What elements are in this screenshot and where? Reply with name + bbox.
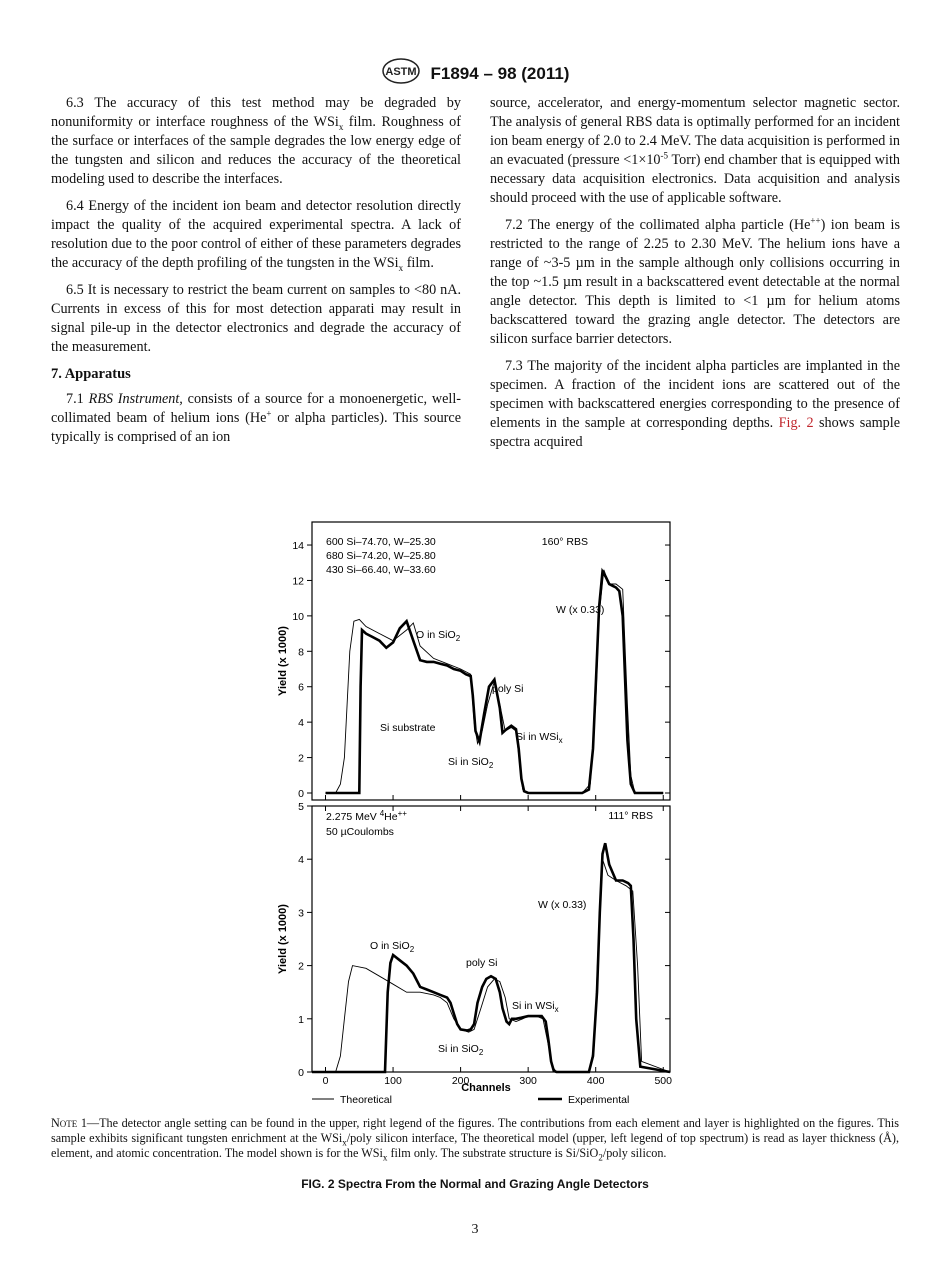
bottom-plot-frame: [312, 806, 670, 1072]
legend-experimental-label: Experimental: [568, 1094, 630, 1106]
page-header: [0, 57, 950, 90]
bottom-y-tick-label: 0: [298, 1067, 304, 1079]
beam-energy: 2.275 MeV $^4$He++: [326, 809, 407, 823]
top-y-tick-label: 4: [298, 717, 304, 730]
figure-caption: FIG. 2 Spectra From the Normal and Grazing Angle Detectors: [301, 1177, 649, 1191]
bottom-y-tick-label: 1: [298, 1013, 304, 1026]
para-6-3: 6.3 The accuracy of this test method may be degraded by nonuniformity or interface roughness of the WSi$_x$ film. Roughness of the surface or interfaces of the sample degrades the low energy edge of the tungsten and silicon and reduces the accuracy of the theoretical modeling used to describe the interfaces.: [51, 95, 461, 187]
top-label-si-substrate: Si substrate: [380, 722, 436, 734]
top-label-w: W (x 0.33): [556, 604, 605, 616]
figure-2: [270, 515, 680, 1110]
top-label-si-sio2: Si in SiO$_2$: [448, 756, 494, 770]
top-y-tick-label: 8: [298, 646, 304, 659]
bottom-label-si-sio2: Si in SiO$_2$: [438, 1043, 484, 1057]
beam-charge: 50 µCoulombs: [326, 826, 394, 838]
right-column: [490, 94, 900, 460]
para-7-2: 7.2 The energy of the collimated alpha particle (He++) ion beam is restricted to the range of 2.25 to 2.30 MeV. The helium ions have a range of ~3-5 µm in the sample although only collisions occurring in the top ~1.5 µm result in a backscattered event detectable at the normal angle detector. This depth is limited to <1 µm for helium atoms backscattered toward the grazing angle detector. The detectors are silicon surface barrier detectors.: [490, 215, 900, 347]
x-tick-label: 300: [519, 1075, 537, 1087]
x-axis-label: Channels: [461, 1082, 511, 1094]
section-heading: 7. Apparatus: [51, 366, 131, 382]
x-tick-label: 100: [384, 1075, 402, 1087]
top-label-poly-si: poly Si: [492, 683, 524, 695]
para-7-1-cont: source, accelerator, and energy-momentum selector magnetic sector. The analysis of general RBS data is optimally performed for an incident ion beam energy of 2.0 to 2.4 MeV. The data acquisition is performed in an evacuated (pressure $<1\times 10^{-5}$ Torr) end chamber that is equipped with necessary data acquisition electronics. Data acquisition and analysis should proceed with the use of applicable software.: [490, 95, 900, 206]
rbs-spectra-chart: [270, 515, 680, 1110]
bottom-y-axis-label: Yield (x 1000): [277, 904, 289, 974]
top-y-tick-label: 12: [292, 575, 304, 588]
model-line-1: 600 Si–74.70, W–25.30: [326, 536, 436, 548]
top-label-o-sio2: O in SiO$_2$: [416, 629, 461, 643]
bottom-y-tick-label: 5: [298, 801, 304, 813]
para-6-4: 6.4 Energy of the incident ion beam and detector resolution directly impact the quality of the acquired experimental spectra. A lack of resolution due to the poor control of either of these parameters degrades the accuracy of the depth profiling of the tungsten in the WSi$_x$ film.: [51, 198, 462, 273]
bottom-label-o-sio2: O in SiO$_2$: [370, 940, 415, 954]
top-y-tick-label: 10: [292, 610, 304, 623]
para-7-1: 7.1 RBS Instrument, consists of a source for a monoenergetic, well-collimated beam of helium ions (He+ or alpha particles). This source typically is comprised of an ion: [51, 391, 461, 445]
astm-logo: [381, 57, 421, 90]
para-7-3: 7.3 The majority of the incident alpha particles are implanted in the specimen. A fraction of the incident ions are scattered out of the specimen with backscattered energies corresponding to the presence of elements in the sample at corresponding depths. Fig. 2 shows sample spectra acquired: [490, 358, 901, 450]
page-number: 3: [471, 1222, 479, 1237]
top-y-tick-label: 2: [298, 752, 304, 765]
svg-text:ASTM: ASTM: [384, 66, 417, 78]
para-6-5: 6.5 It is necessary to restrict the beam current on samples to <80 nA. Currents in excess of this for most detection apparati may result in signal pile-up in the detector electronics and degrade the accuracy of the measurement.: [51, 282, 461, 355]
bottom-title: 111° RBS: [608, 810, 653, 822]
bottom-y-tick-label: 3: [298, 907, 304, 920]
left-column: [51, 94, 461, 455]
bottom-label-poly-si: poly Si: [466, 957, 498, 969]
top-y-tick-label: 14: [292, 540, 304, 553]
x-tick-label: 500: [654, 1075, 673, 1087]
designation: F1894 – 98 (2011): [430, 63, 570, 83]
x-tick-label: 0: [322, 1075, 329, 1087]
fig-2-link[interactable]: Fig. 2: [778, 415, 814, 431]
bottom-y-tick-label: 2: [298, 960, 304, 973]
model-line-3: 430 Si–66.40, W–33.60: [326, 564, 436, 576]
bottom-y-ticks: [298, 801, 670, 1079]
bottom-label-si-wsix: Si in WSi$_x$: [512, 1000, 559, 1014]
x-tick-label: 400: [586, 1075, 605, 1087]
top-y-tick-label: 6: [298, 681, 304, 694]
top-y-tick-label: 0: [298, 788, 304, 800]
top-label-si-wsix: Si in WSi$_x$: [516, 731, 563, 745]
figure-note: Note 1—The detector angle setting can be found in the upper, right legend of the figures. The contributions from each element and layer is highlighted on the figures. This sample exhibits significant tungsten enrichment at the WSi$_x$/poly silicon interface, The theoretical model (upper, left legend of top spectrum) is read as layer thickness (Å), element, and atomic concentration. The model shown is for the WSi$_x$ film only. The substrate structure is Si/SiO$_2$/poly silicon.: [51, 1116, 899, 1163]
bottom-label-w: W (x 0.33): [538, 899, 587, 911]
top-title: 160° RBS: [541, 536, 588, 548]
model-line-2: 680 Si–74.20, W–25.80: [326, 550, 436, 562]
legend-theoretical-label: Theoretical: [340, 1094, 392, 1106]
x-tick-label: 200: [451, 1075, 470, 1087]
bottom-y-tick-label: 4: [298, 854, 304, 867]
top-y-axis-label: Yield (x 1000): [277, 626, 289, 696]
